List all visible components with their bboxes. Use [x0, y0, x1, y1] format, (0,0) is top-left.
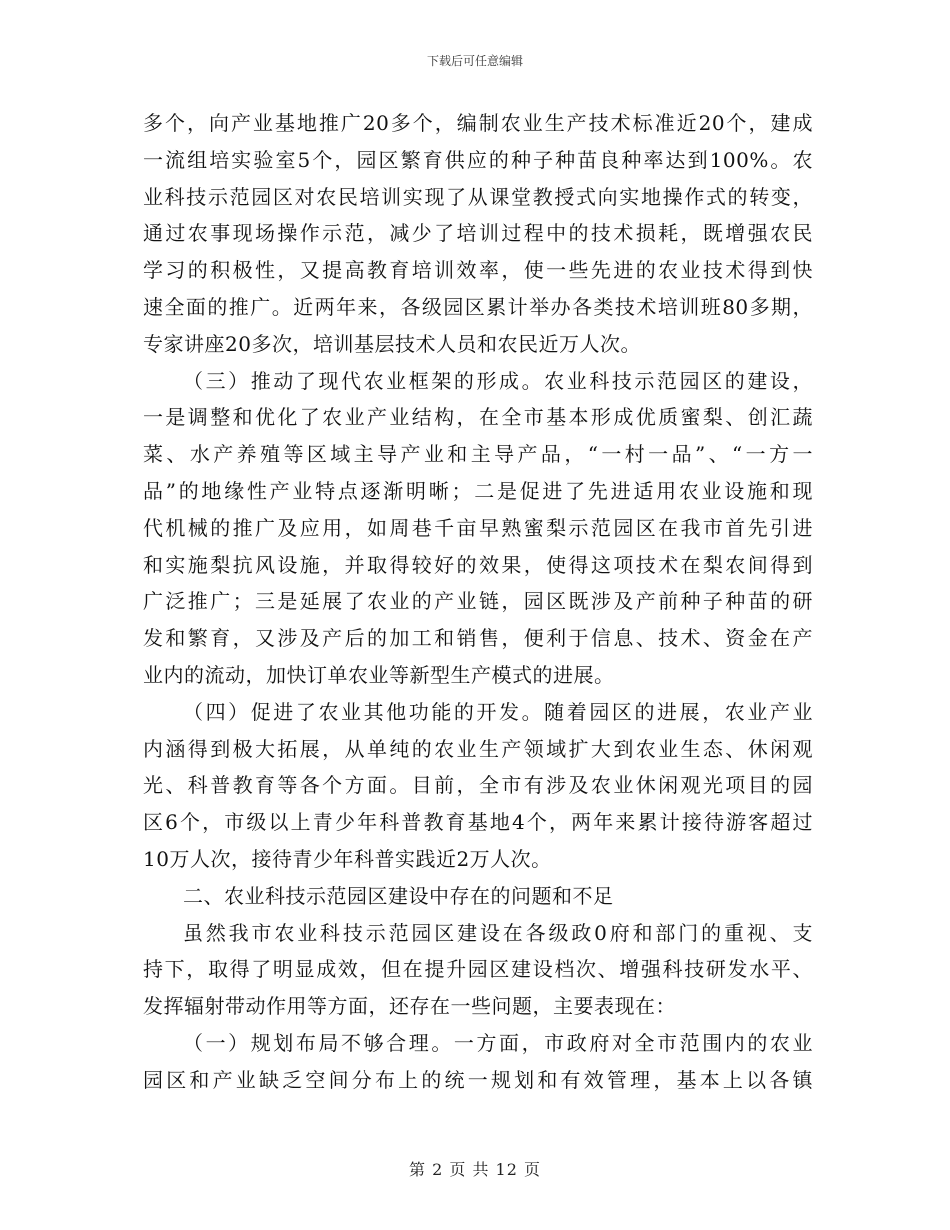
section-heading: 二、农业科技示范园区建设中存在的问题和不足	[183, 883, 614, 908]
text-line: 速全面的推广。近两年来，各级园区累计举办各类技术培训班80多期，	[143, 294, 813, 319]
text-line: 广泛推广；三是延展了农业的产业链，园区既涉及产前种子种苗的研	[143, 589, 813, 614]
text-line: 代机械的推广及应用，如周巷千亩早熟蜜梨示范园区在我市首先引进	[143, 515, 813, 540]
document-body	[143, 105, 813, 1099]
text-line: 10万人次，接待青少年科普实践近2万人次。	[143, 846, 552, 871]
text-line: 光、科普教育等各个方面。目前，全市有涉及农业休闲观光项目的园	[143, 773, 813, 798]
text-line: 菜、水产养殖等区域主导产业和主导产品，“一村一品”、“一方一	[143, 442, 813, 467]
text-line: 学习的积极性，又提高教育培训效率，使一些先进的农业技术得到快	[143, 258, 813, 283]
text-line: （一）规划布局不够合理。一方面，市政府对全市范围内的农业	[183, 1030, 813, 1055]
text-line: 一流组培实验室5个，园区繁育供应的种子种苗良种率达到100%。农	[143, 147, 813, 172]
text-line: 虽然我市农业科技示范园区建设在各级政0府和部门的重视、支	[183, 920, 813, 945]
text-line: 和实施梨抗风设施，并取得较好的效果，使得这项技术在梨农间得到	[143, 552, 813, 577]
text-line: 区6个，市级以上青少年科普教育基地4个，两年来累计接待游客超过	[143, 810, 813, 835]
text-line: （四）促进了农业其他功能的开发。随着园区的进展，农业产业	[183, 699, 813, 724]
text-line: 持下，取得了明显成效，但在提升园区建设档次、增强科技研发水平、	[143, 957, 813, 982]
page-header: 下载后可任意编辑	[426, 54, 523, 68]
text-line: 发挥辐射带动作用等方面，还存在一些问题，主要表现在：	[143, 994, 676, 1019]
page-number: 第 2 页 共 12 页	[409, 1160, 541, 1179]
text-line: 通过农事现场操作示范，减少了培训过程中的技术损耗，既增强农民	[143, 221, 813, 246]
text-line: （三）推动了现代农业框架的形成。农业科技示范园区的建设，	[183, 368, 813, 393]
text-line: 内涵得到极大拓展，从单纯的农业生产领域扩大到农业生态、休闲观	[143, 736, 813, 761]
text-line: 园区和产业缺乏空间分布上的统一规划和有效管理，基本上以各镇	[143, 1067, 813, 1092]
text-line: 业内的流动，加快订单农业等新型生产模式的进展。	[143, 662, 615, 687]
text-line: 品”的地缘性产业特点逐渐明晰；二是促进了先进适用农业设施和现	[143, 478, 813, 503]
text-line: 发和繁育，又涉及产后的加工和销售，便利于信息、技术、资金在产	[143, 626, 813, 651]
text-line: 多个，向产业基地推广20多个，编制农业生产技术标准近20个，建成	[143, 111, 813, 135]
text-line: 业科技示范园区对农民培训实现了从课堂教授式向实地操作式的转变，	[143, 184, 813, 209]
text-line: 一是调整和优化了农业产业结构，在全市基本形成优质蜜梨、创汇蔬	[143, 405, 813, 430]
text-line: 专家讲座20多次，培训基层技术人员和农民近万人次。	[143, 331, 641, 356]
